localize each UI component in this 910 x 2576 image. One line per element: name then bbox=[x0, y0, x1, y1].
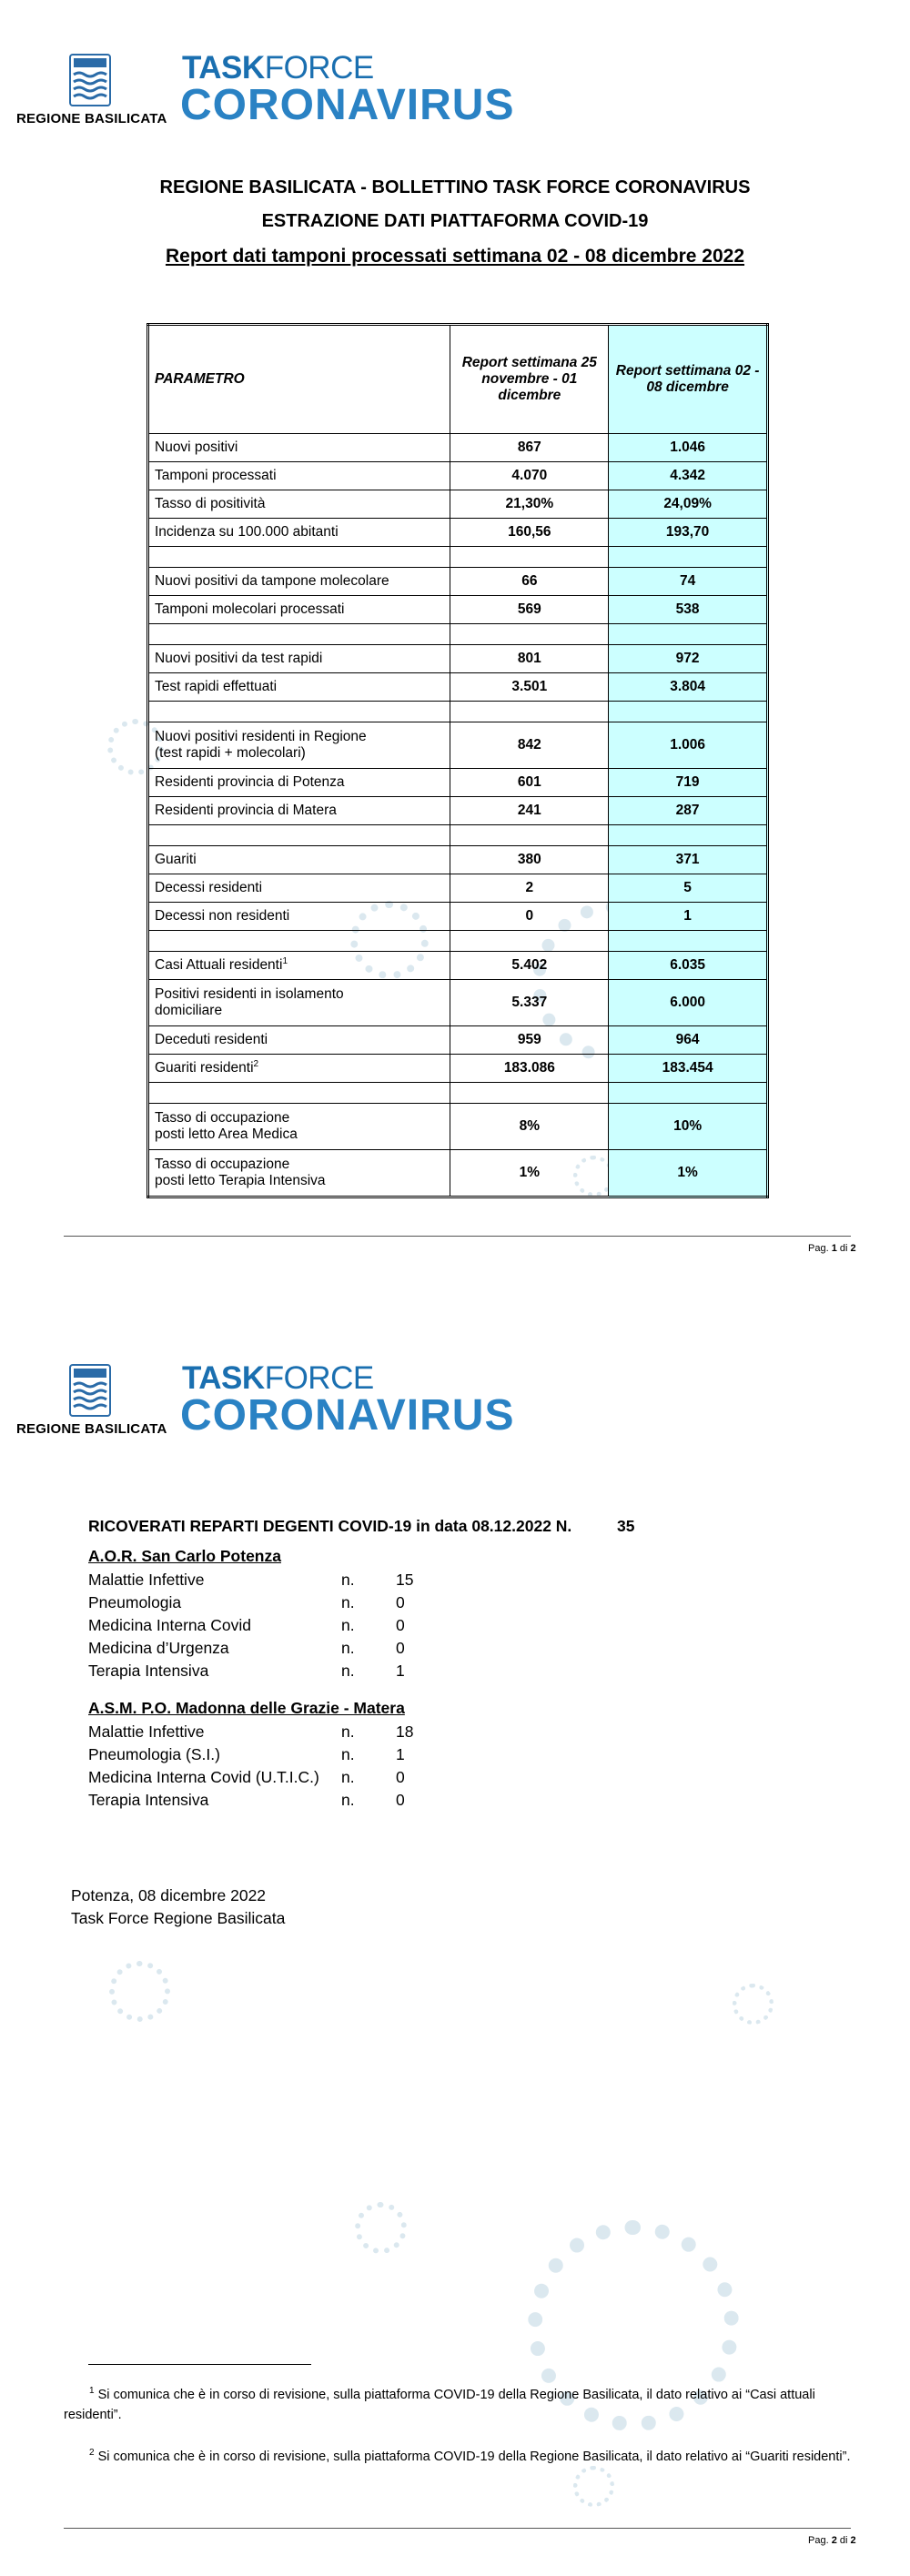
list-item: Terapia Intensiva n. 1 bbox=[88, 1662, 405, 1680]
row-value-current: 10% bbox=[609, 1104, 768, 1150]
row-value-current: 5 bbox=[609, 874, 768, 903]
row-value-current: 538 bbox=[609, 596, 768, 624]
table-row bbox=[148, 490, 768, 519]
row-value-prev: 160,56 bbox=[450, 519, 609, 547]
table-header-row bbox=[148, 325, 768, 434]
table-row bbox=[148, 980, 768, 1026]
row-label: Guariti bbox=[148, 846, 450, 874]
region-logo bbox=[68, 53, 112, 109]
row-value-prev: 0 bbox=[450, 903, 609, 931]
table-row bbox=[148, 596, 768, 624]
list-item: Medicina d’Urgenza n. 0 bbox=[88, 1639, 405, 1657]
row-label: Decessi non residenti bbox=[148, 903, 450, 931]
row-label-line1: Nuovi positivi residenti in Regione bbox=[155, 729, 367, 744]
row-value-prev: 380 bbox=[450, 846, 609, 874]
page1-page-number: Pag. 1 di 2 bbox=[808, 1243, 856, 1254]
row-value-current: 1.046 bbox=[609, 434, 768, 462]
row-label: Incidenza su 100.000 abitanti bbox=[148, 519, 450, 547]
row-label: Test rapidi effettuati bbox=[148, 673, 450, 702]
extraction-title: ESTRAZIONE DATI PIATTAFORMA COVID-19 bbox=[261, 211, 649, 231]
list-item: Pneumologia n. 0 bbox=[88, 1593, 405, 1611]
row-value-prev: 1% bbox=[450, 1150, 609, 1197]
row-label bbox=[148, 1150, 450, 1197]
row-label bbox=[148, 1104, 450, 1150]
footnote-2: $^2$ Si comunica che è in corso di revisione, sulla piattaforma COVID-19 della Regione Basilicata, il dato relativo ai “Guariti residenti”. bbox=[89, 2448, 851, 2464]
row-value-prev: 66 bbox=[450, 568, 609, 596]
list-item: Malattie Infettive n. 15 bbox=[88, 1571, 414, 1589]
table-row bbox=[148, 769, 768, 797]
col-header-param: PARAMETRO bbox=[148, 325, 450, 434]
row-value-current: 3.804 bbox=[609, 673, 768, 702]
bulletin-title: REGIONE BASILICATA - BOLLETTINO TASK FORCE CORONAVIRUS bbox=[159, 177, 751, 197]
report-title: Report dati tamponi processati settimana 02 - 08 dicembre 2022 bbox=[165, 246, 745, 267]
hospital-name: A.O.R. San Carlo Potenza bbox=[88, 1547, 281, 1565]
table-row bbox=[148, 1055, 768, 1083]
list-item: Malattie Infettive n. 18 bbox=[88, 1722, 414, 1741]
virus-watermark-icon bbox=[573, 2466, 614, 2507]
list-item: Medicina Interna Covid (U.T.I.C.) n. 0 bbox=[88, 1768, 405, 1786]
row-label-text: Guariti residenti bbox=[155, 1060, 254, 1076]
brand-title-line1 bbox=[182, 52, 374, 84]
row-label-line2: (test rapidi + molecolari) bbox=[155, 745, 306, 761]
signature: Task Force Regione Basilicata bbox=[71, 1909, 286, 1927]
row-label-line1: Tasso di occupazione bbox=[155, 1110, 290, 1126]
list-item: Medicina Interna Covid n. 0 bbox=[88, 1616, 405, 1634]
col-header-prev-week: Report settimana 25 novembre - 01 dicembre bbox=[450, 325, 609, 434]
table-row bbox=[148, 874, 768, 903]
row-label: Nuovi positivi bbox=[148, 434, 450, 462]
row-value-current: 183.454 bbox=[609, 1055, 768, 1083]
row-label-line1: Tasso di occupazione bbox=[155, 1157, 290, 1172]
row-value-prev: 5.337 bbox=[450, 980, 609, 1026]
footnote-ref: 1 bbox=[282, 956, 288, 967]
table-row bbox=[148, 1104, 768, 1150]
row-label: Deceduti residenti bbox=[148, 1026, 450, 1055]
row-label: Nuovi positivi da test rapidi bbox=[148, 645, 450, 673]
row-label bbox=[148, 1055, 450, 1083]
brand-title-line1: TASKFORCE bbox=[182, 1360, 374, 1396]
row-value-current: 1% bbox=[609, 1150, 768, 1197]
table-spacer-row bbox=[148, 547, 768, 568]
table-spacer-row bbox=[148, 825, 768, 846]
table-row bbox=[148, 952, 768, 980]
row-label bbox=[148, 980, 450, 1026]
row-value-current: 287 bbox=[609, 797, 768, 825]
table-spacer-row bbox=[148, 931, 768, 952]
table-spacer-row bbox=[148, 624, 768, 645]
row-value-prev: 4.070 bbox=[450, 462, 609, 490]
region-logo bbox=[68, 1363, 112, 1419]
row-label: Tamponi processati bbox=[148, 462, 450, 490]
row-label: Residenti provincia di Matera bbox=[148, 797, 450, 825]
brand-title-line2: CORONAVIRUS bbox=[180, 1391, 515, 1440]
row-value-prev: 183.086 bbox=[450, 1055, 609, 1083]
ricoverati-total: 35 bbox=[617, 1517, 635, 1535]
row-value-current: 6.035 bbox=[609, 952, 768, 980]
row-value-prev: 601 bbox=[450, 769, 609, 797]
footnote-ref: 2 bbox=[253, 1059, 259, 1070]
table-spacer-row bbox=[148, 1083, 768, 1104]
row-value-prev: 3.501 bbox=[450, 673, 609, 702]
row-value-prev: 801 bbox=[450, 645, 609, 673]
virus-watermark-icon bbox=[109, 1961, 170, 2022]
row-label-line2: posti letto Terapia Intensiva bbox=[155, 1173, 326, 1188]
row-value-prev: 8% bbox=[450, 1104, 609, 1150]
row-value-prev: 5.402 bbox=[450, 952, 609, 980]
row-label-line2: posti letto Area Medica bbox=[155, 1126, 298, 1142]
row-label-line1: Positivi residenti in isolamento bbox=[155, 986, 344, 1002]
row-value-current: 193,70 bbox=[609, 519, 768, 547]
row-label bbox=[148, 722, 450, 769]
row-value-current: 24,09% bbox=[609, 490, 768, 519]
list-item: Terapia Intensiva n. 0 bbox=[88, 1791, 405, 1809]
row-label: Nuovi positivi da tampone molecolare bbox=[148, 568, 450, 596]
row-value-prev: 241 bbox=[450, 797, 609, 825]
row-value-current: 4.342 bbox=[609, 462, 768, 490]
region-name: REGIONE BASILICATA bbox=[16, 1421, 167, 1437]
row-value-current: 371 bbox=[609, 846, 768, 874]
row-label: Tasso di positività bbox=[148, 490, 450, 519]
ricoverati-title: RICOVERATI REPARTI DEGENTI COVID-19 in data 08.12.2022 N. bbox=[88, 1517, 572, 1535]
table-row bbox=[148, 645, 768, 673]
page2-footer-rule bbox=[64, 2528, 851, 2529]
row-value-current: 719 bbox=[609, 769, 768, 797]
table-row bbox=[148, 519, 768, 547]
row-label bbox=[148, 952, 450, 980]
table-row bbox=[148, 1026, 768, 1055]
list-item: Pneumologia (S.I.) n. 1 bbox=[88, 1745, 405, 1763]
row-value-prev: 569 bbox=[450, 596, 609, 624]
row-value-prev: 959 bbox=[450, 1026, 609, 1055]
place-date: Potenza, 08 dicembre 2022 bbox=[71, 1886, 267, 1904]
virus-watermark-icon bbox=[355, 2202, 407, 2254]
row-value-prev: 2 bbox=[450, 874, 609, 903]
row-value-prev: 21,30% bbox=[450, 490, 609, 519]
table-row bbox=[148, 434, 768, 462]
row-label-text: Casi Attuali residenti bbox=[155, 957, 283, 974]
table-row bbox=[148, 722, 768, 769]
brand-task: TASK bbox=[182, 50, 265, 86]
row-label-line2: domiciliare bbox=[155, 1003, 223, 1018]
page2-page-number: Pag. 2 di 2 bbox=[808, 2535, 856, 2546]
row-label: Decessi residenti bbox=[148, 874, 450, 903]
table-spacer-row bbox=[148, 702, 768, 722]
row-value-current: 1 bbox=[609, 903, 768, 931]
table-row bbox=[148, 568, 768, 596]
row-value-current: 972 bbox=[609, 645, 768, 673]
region-name: REGIONE BASILICATA bbox=[16, 111, 167, 126]
report-table bbox=[147, 323, 769, 1198]
brand-force: FORCE bbox=[264, 50, 374, 86]
row-label: Residenti provincia di Potenza bbox=[148, 769, 450, 797]
hospital-name: A.S.M. P.O. Madonna delle Grazie - Matera bbox=[88, 1699, 405, 1717]
table-row bbox=[148, 462, 768, 490]
footnote-1: $^1$ Si comunica che è in corso di revisione, sulla piattaforma COVID-19 della Regione Basilicata, il dato relativo ai “Casi attuali residenti”. bbox=[64, 2386, 815, 2422]
table-row bbox=[148, 673, 768, 702]
footnote-rule bbox=[88, 2364, 311, 2365]
col-header-current-week: Report settimana 02 - 08 dicembre bbox=[609, 325, 768, 434]
table-row bbox=[148, 1150, 768, 1197]
row-value-current: 1.006 bbox=[609, 722, 768, 769]
row-value-current: 74 bbox=[609, 568, 768, 596]
row-label: Tamponi molecolari processati bbox=[148, 596, 450, 624]
brand-title-line2: CORONAVIRUS bbox=[180, 81, 515, 129]
virus-watermark-icon bbox=[733, 1984, 774, 2025]
table-row bbox=[148, 846, 768, 874]
page1-footer-rule bbox=[64, 1236, 851, 1237]
row-value-current: 964 bbox=[609, 1026, 768, 1055]
row-value-prev: 867 bbox=[450, 434, 609, 462]
row-value-current: 6.000 bbox=[609, 980, 768, 1026]
table-row bbox=[148, 903, 768, 931]
row-value-prev: 842 bbox=[450, 722, 609, 769]
table-row bbox=[148, 797, 768, 825]
